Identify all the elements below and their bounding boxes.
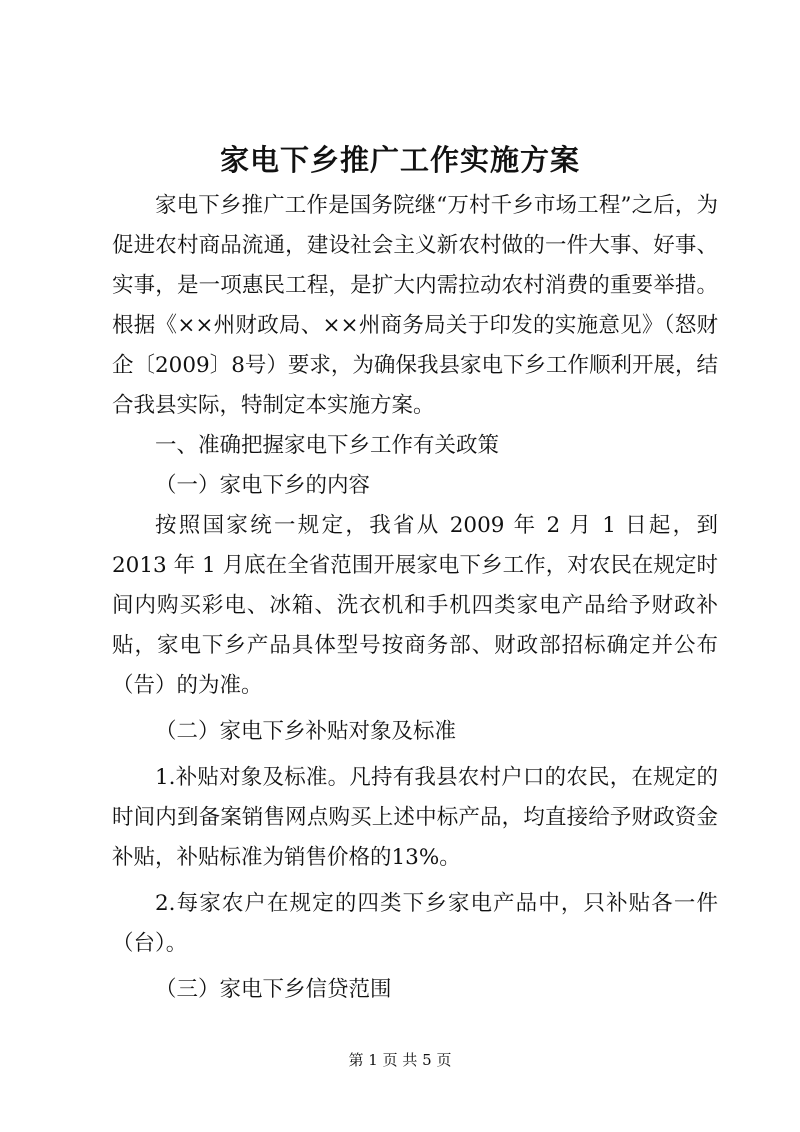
paragraph-content: 按照国家统一规定，我省从 2009 年 2 月 1 日起，到 2013 年 1 月底在全省范围开展家电下乡工作，对农民在规定时间内购买彩电、冰箱、洗衣机和手机四类家电产品给予财政补贴，家电下乡产品具体型号按商务部、财政部招标确定并公布（告）的为准。 — [112, 513, 718, 698]
paragraph-intro: 家电下乡推广工作是国务院继“万村千乡市场工程”之后，为促进农村商品流通，建设社会主义新农村做的一件大事、好事、实事，是一项惠民工程，是扩大内需拉动农村消费的重要举措。根据《××州财政局、××州商务局关于印发的实施意见》（怒财企〔2009〕8号）要求，为确保我县家电下乡工作顺利开展，结合我县实际，特制定本实施方案。 — [112, 193, 718, 418]
document-title: 家电下乡推广工作实施方案 — [219, 143, 580, 177]
paragraph-subsidy-limit: 2.每家农户在规定的四类下乡家电产品中，只补贴各一件（台）。 — [112, 891, 718, 956]
document-body — [112, 186, 718, 1010]
subsection-heading-3: （三）家电下乡信贷范围 — [155, 977, 392, 1002]
section-heading-1: 一、准确把握家电下乡工作有关政策 — [155, 433, 500, 458]
paragraph-subsidy-target: 1.补贴对象及标准。凡持有我县农村户口的农民，在规定的时间内到备案销售网点购买上述中标产品，均直接给予财政资金补贴，补贴标准为销售价格的13%。 — [112, 765, 718, 870]
page-number-footer: 第 1 页 共 5 页 — [348, 1051, 452, 1069]
subsection-heading-1: （一）家电下乡的内容 — [155, 473, 371, 498]
subsection-heading-2: （二）家电下乡补贴对象及标准 — [155, 719, 457, 744]
